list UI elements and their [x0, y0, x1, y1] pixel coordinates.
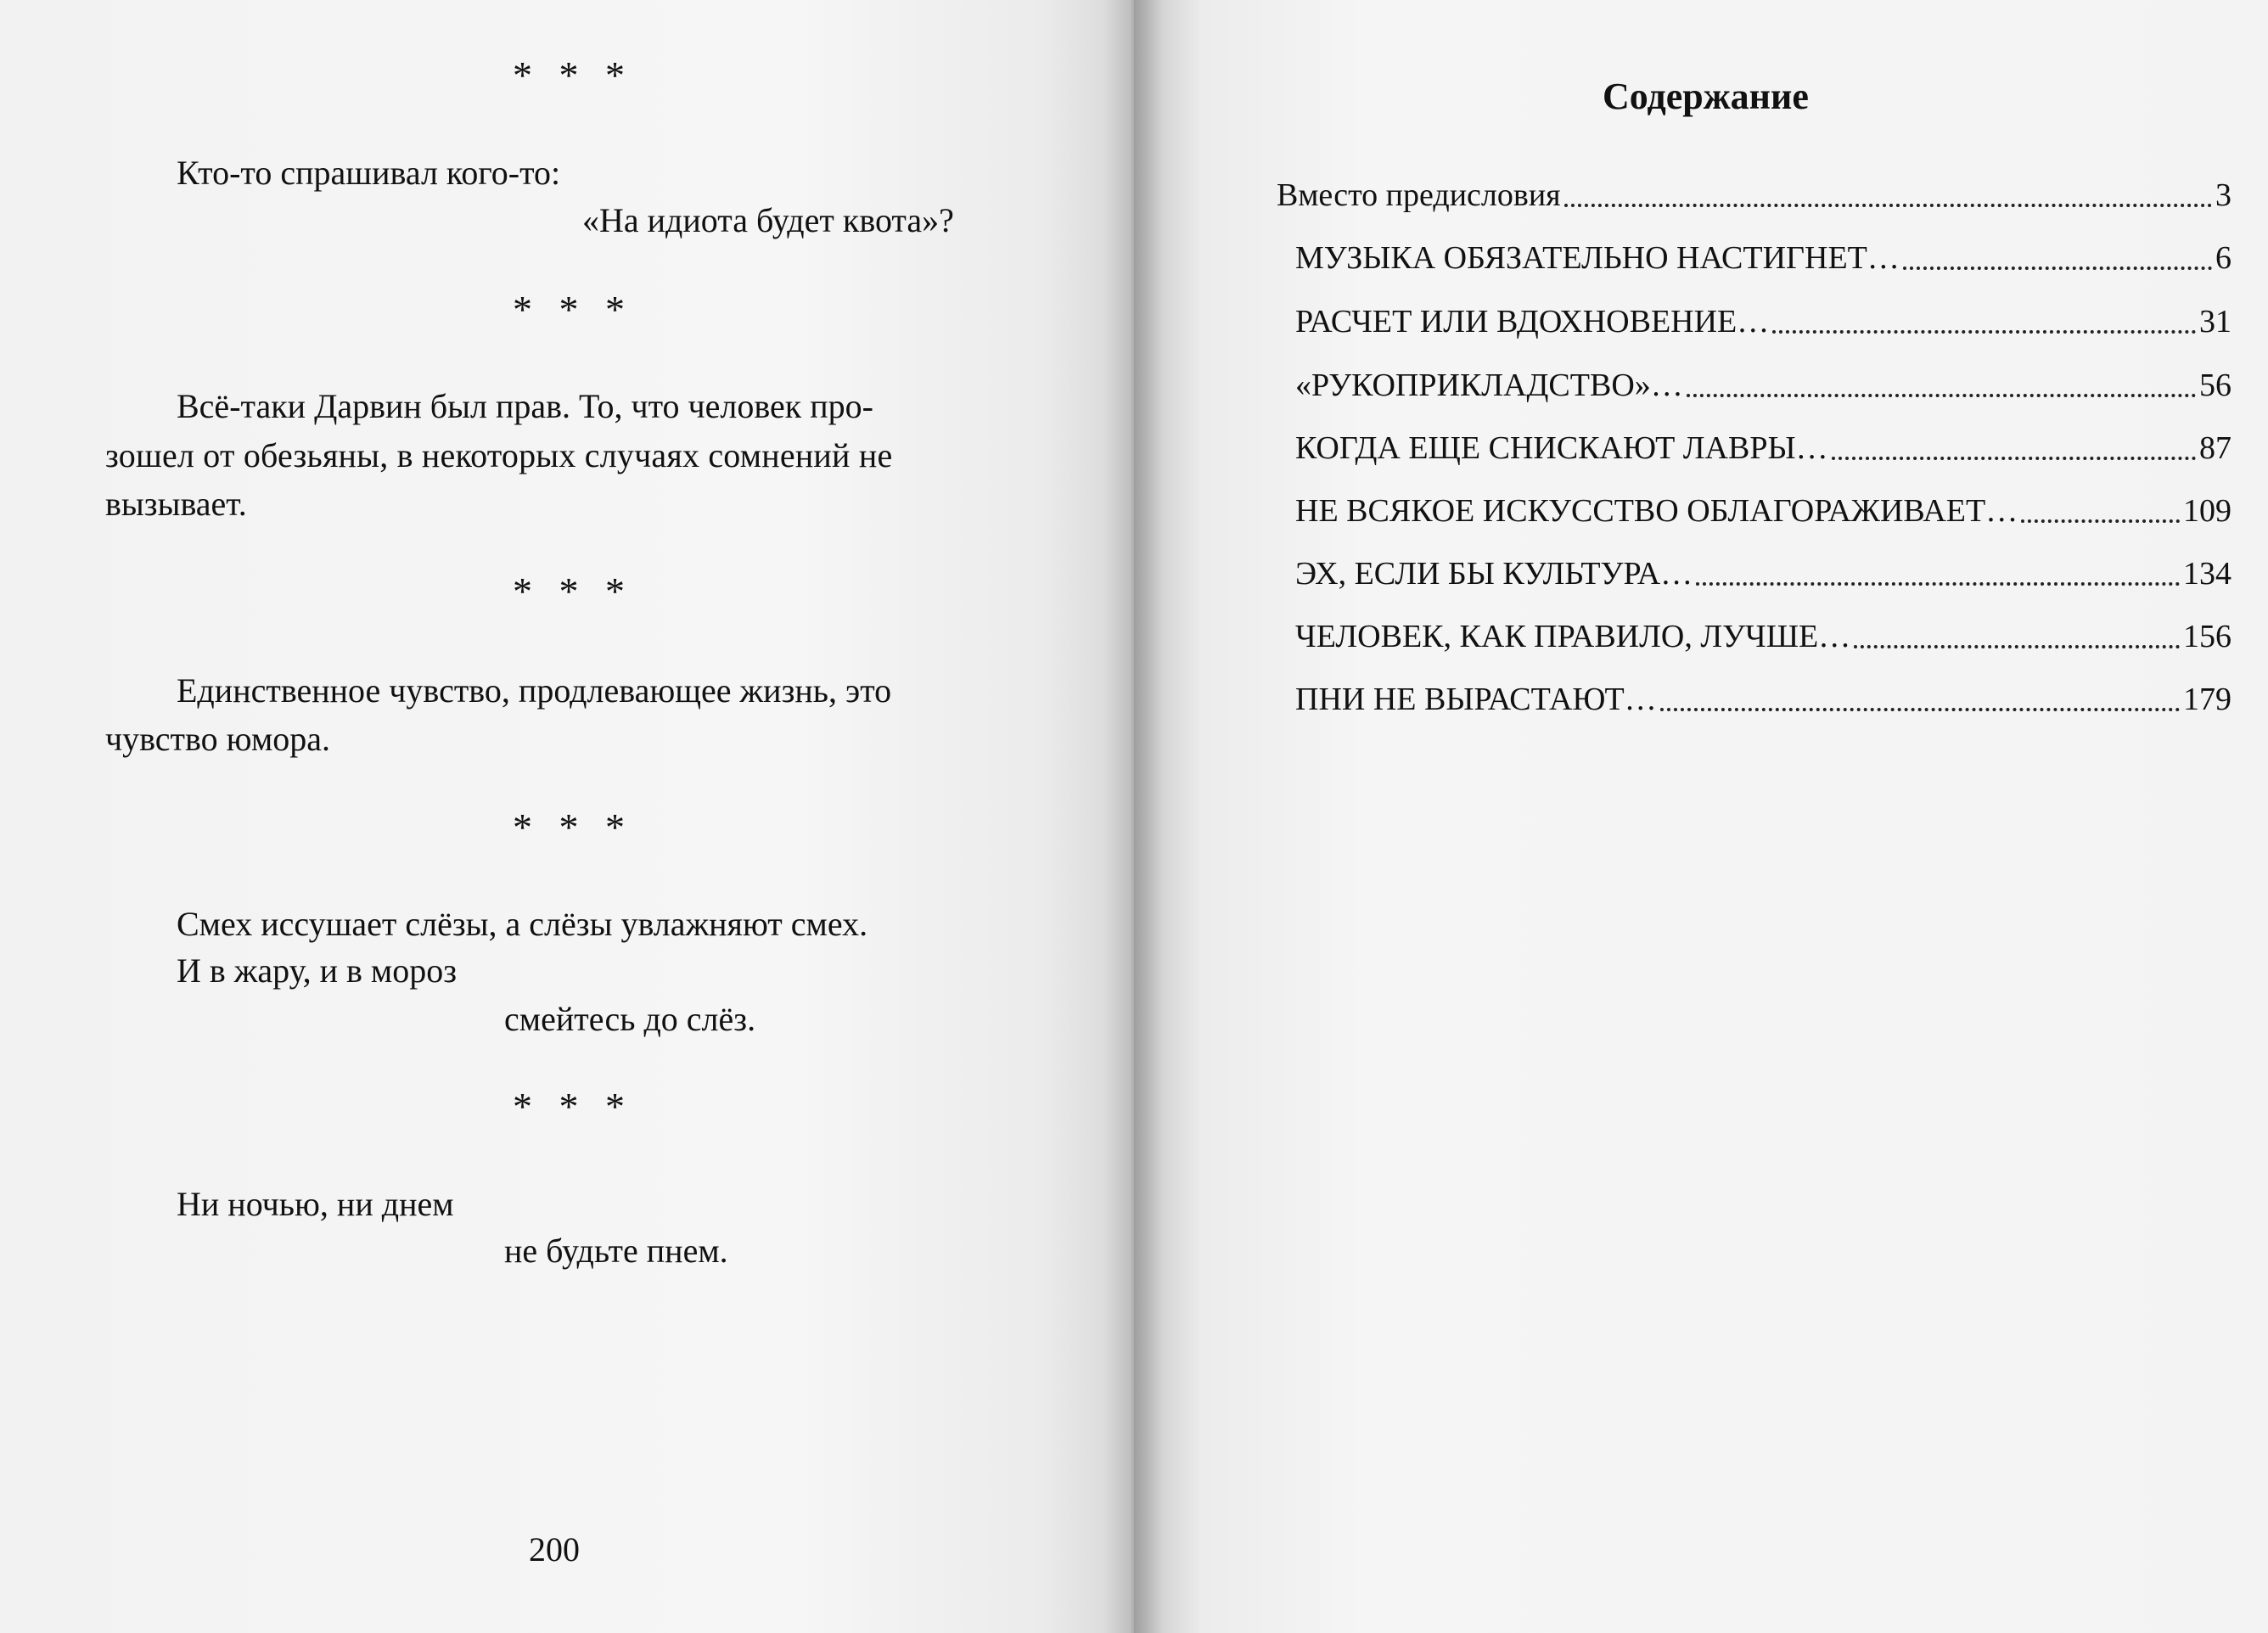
text-line: вызывает.: [105, 485, 247, 523]
toc-item-title: ЧЕЛОВЕК, КАК ПРАВИЛО, ЛУЧШЕ…: [1295, 619, 1851, 654]
toc-leader-dots: [1660, 708, 2180, 711]
toc-item-page: 56: [2199, 368, 2232, 403]
text-line: смейтесь до слёз.: [504, 1000, 756, 1038]
toc-item-page: 179: [2183, 682, 2232, 717]
separator-stars: * * *: [513, 805, 633, 849]
text-line: Ни ночью, ни днем: [177, 1185, 454, 1223]
toc-item: [1295, 293, 2232, 340]
toc-item-title: Вместо предисловия: [1277, 177, 1561, 213]
toc-leader-dots: [1854, 645, 2180, 648]
book-gutter: [1103, 0, 1163, 1633]
page-number: 200: [529, 1530, 580, 1568]
text-line: чувство юмора.: [105, 720, 331, 758]
text-line: Кто-то спрашивал кого-то:: [177, 154, 561, 192]
separator-stars: * * *: [513, 1085, 633, 1128]
toc-item: [1295, 229, 2232, 277]
toc-item-page: 3: [2215, 177, 2232, 213]
text-line: «На идиота будет квота»?: [582, 201, 954, 239]
toc-leader-dots: [1903, 267, 2212, 270]
toc-title: Содержание: [1603, 76, 1809, 117]
separator-stars: * * *: [513, 53, 633, 97]
toc-item-title: НЕ ВСЯКОЕ ИСКУССТВО ОБЛАГОРАЖИВАЕТ…: [1295, 493, 2018, 529]
toc-leader-dots: [1832, 457, 2196, 460]
toc-item-page: 87: [2199, 430, 2232, 466]
toc-item: [1295, 482, 2232, 530]
text-line: Всё-таки Дарвин был прав. То, что человек про-: [177, 387, 873, 425]
toc-leader-dots: [1696, 582, 2180, 586]
toc-leader-dots: [1772, 330, 2196, 334]
toc-item: [1295, 545, 2232, 592]
toc-item: [1277, 166, 2232, 214]
toc-item-title: РАСЧЕТ ИЛИ ВДОХНОВЕНИЕ…: [1295, 304, 1770, 340]
toc-item-page: 156: [2183, 619, 2232, 654]
text-line: не будьте пнем.: [504, 1232, 728, 1270]
toc-item: [1295, 608, 2232, 655]
toc-leader-dots: [1564, 204, 2212, 207]
separator-stars: * * *: [513, 288, 633, 331]
toc-item: [1295, 671, 2232, 718]
toc-leader-dots: [2021, 519, 2180, 523]
toc-item-page: 109: [2183, 493, 2232, 529]
toc-item-page: 31: [2199, 304, 2232, 340]
text-line: И в жару, и в мороз: [177, 951, 458, 990]
toc-item: [1295, 419, 2232, 467]
toc-leader-dots: [1687, 394, 2196, 397]
text-line: Смех иссушает слёзы, а слёзы увлажняют смех.: [177, 905, 868, 943]
separator-stars: * * *: [513, 570, 633, 613]
text-line: зошел от обезьяны, в некоторых случаях сомнений не: [105, 436, 893, 474]
toc-item-page: 134: [2183, 556, 2232, 592]
text-line: Единственное чувство, продлевающее жизнь, это: [177, 671, 892, 710]
toc-item-title: МУЗЫКА ОБЯЗАТЕЛЬНО НАСТИГНЕТ…: [1295, 240, 1900, 276]
toc-item-title: ЭХ, ЕСЛИ БЫ КУЛЬТУРА…: [1295, 556, 1693, 592]
toc-item-title: «РУКОПРИКЛАДСТВО»…: [1295, 368, 1683, 403]
toc-item-page: 6: [2215, 240, 2232, 276]
toc-item-title: КОГДА ЕЩЕ СНИСКАЮТ ЛАВРЫ…: [1295, 430, 1828, 466]
toc-item-title: ПНИ НЕ ВЫРАСТАЮТ…: [1295, 682, 1657, 717]
toc-item: [1295, 356, 2232, 404]
right-page: [1134, 0, 2268, 1633]
